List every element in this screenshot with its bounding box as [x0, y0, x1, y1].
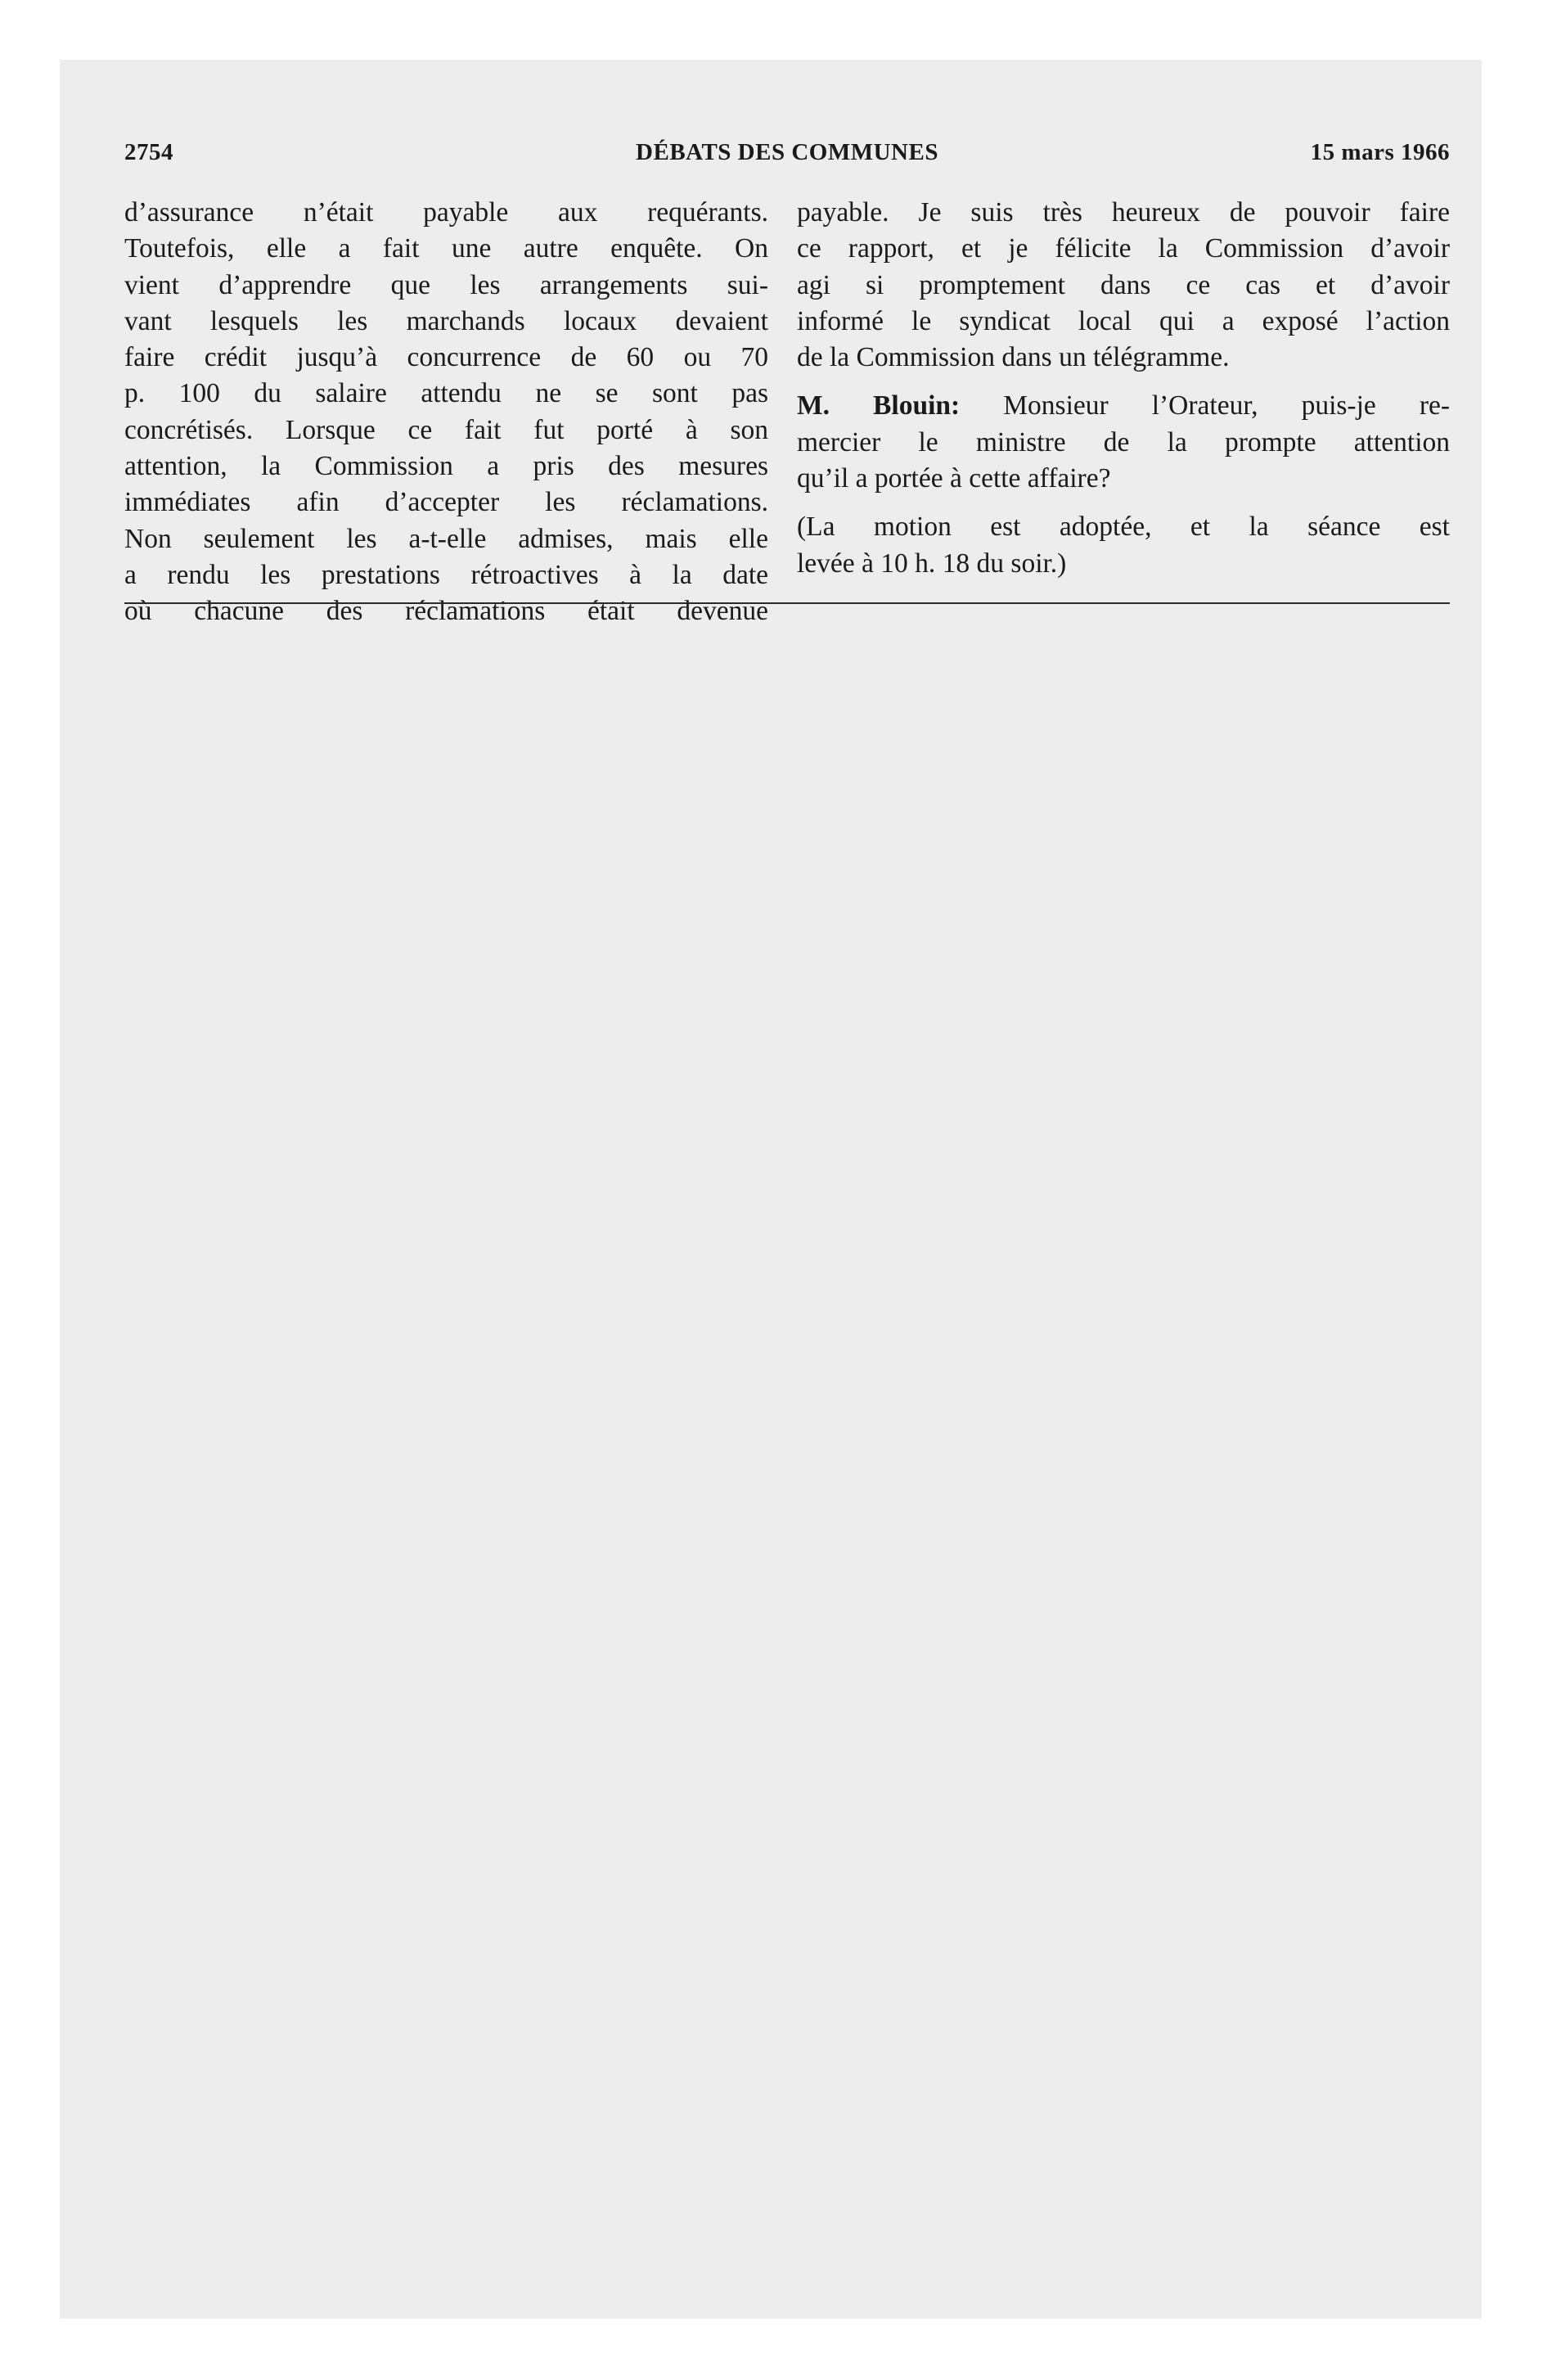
text-line: de la Commission dans un télégramme. — [797, 342, 1230, 373]
journal-title: DÉBATS DES COMMUNES — [636, 139, 938, 165]
page-header — [124, 139, 1450, 172]
text-line: où chacune des réclamations était devenue — [124, 596, 768, 627]
speech-text: Monsieur l’Orateur, puis-je re- — [960, 390, 1450, 421]
text-line: informé le syndicat local qui a exposé l’action — [797, 305, 1450, 336]
text-line: Non seulement les a-t-elle admises, mais elle — [124, 523, 768, 554]
paragraph-motion — [797, 509, 1450, 582]
text-line: levée à 10 h. 18 du soir.) — [797, 548, 1067, 579]
text-line: qu’il a portée à cette affaire? — [797, 463, 1111, 494]
text-line: concrétisés. Lorsque ce fait fut porté à son — [124, 414, 768, 445]
text-line: vient d’apprendre que les arrangements sui- — [124, 269, 768, 300]
text-line: payable. Je suis très heureux de pouvoir faire — [797, 197, 1450, 228]
text-line — [797, 388, 1450, 424]
text-line: p. 100 du salaire attendu ne se sont pas — [124, 378, 768, 409]
text-line: mercier le ministre de la prompte attention — [797, 426, 1450, 458]
text-line: vant lesquels les marchands locaux devaient — [124, 305, 768, 336]
text-line: Toutefois, elle a fait une autre enquête. On — [124, 233, 768, 264]
text-line: d’assurance n’était payable aux requérants. — [124, 197, 768, 228]
text-line: attention, la Commission a pris des mesures — [124, 451, 768, 482]
text-line: agi si promptement dans ce cas et d’avoir — [797, 269, 1450, 300]
left-column — [124, 195, 768, 630]
text-line: a rendu les prestations rétroactives à la date — [124, 559, 768, 590]
text-line: faire crédit jusqu’à concurrence de 60 ou 70 — [124, 342, 768, 373]
speaker-name: M. Blouin: — [797, 390, 961, 421]
paragraph-report — [797, 195, 1450, 376]
text-line: (La motion est adoptée, et la séance est — [797, 512, 1450, 543]
paragraph-blouin — [797, 388, 1450, 497]
text-line: ce rapport, et je félicite la Commission d’avoir — [797, 233, 1450, 264]
right-column — [797, 195, 1450, 582]
page-date: 15 mars 1966 — [1310, 139, 1450, 165]
text-line: immédiates afin d’accepter les réclamations. — [124, 487, 768, 518]
page-number: 2754 — [124, 139, 173, 165]
closing-rule — [124, 602, 1450, 604]
